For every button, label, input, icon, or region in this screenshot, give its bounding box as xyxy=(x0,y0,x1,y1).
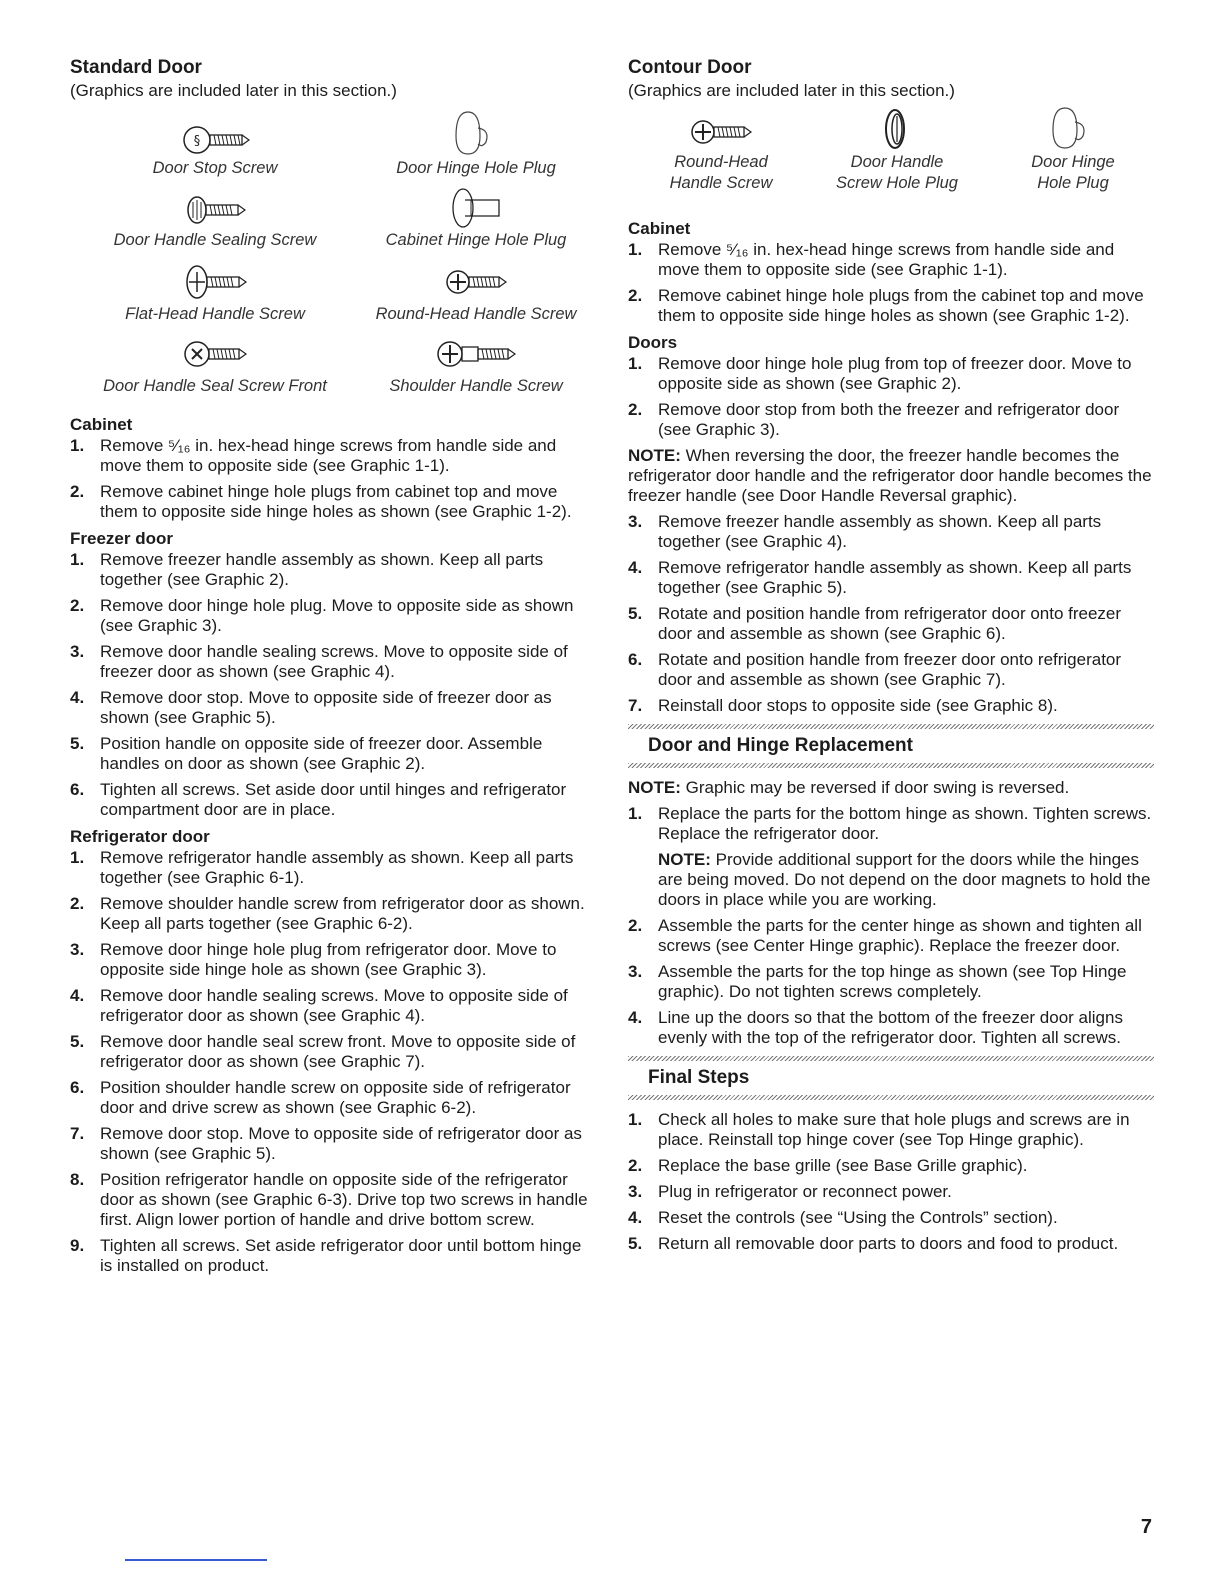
doors-steps-b xyxy=(628,512,1154,716)
cabinet-steps xyxy=(70,436,592,522)
step-number: 8. xyxy=(70,1170,85,1189)
left-column xyxy=(70,56,592,1282)
part-label: Door Stop Screw xyxy=(152,159,278,177)
part-label: Round-Head Handle Screw xyxy=(375,305,577,323)
list-item xyxy=(628,650,1154,690)
step-text: Tighten all screws. Set aside door until hinges and refrigerator compartment door are in place. xyxy=(100,780,567,819)
refrigerator-door-steps xyxy=(70,848,592,1276)
step-number: 1. xyxy=(628,354,643,373)
list-item xyxy=(628,962,1154,1002)
note-label: NOTE: xyxy=(628,778,681,797)
list-item xyxy=(628,804,1154,910)
step-text: Remove door handle seal screw front. Move to opposite side of refrigerator door as shown (see Graphic 7). xyxy=(100,1032,576,1071)
step-number: 6. xyxy=(70,1078,85,1097)
list-item xyxy=(70,1032,592,1072)
step-text: Remove door hinge hole plug from top of freezer door. Move to opposite side as shown (see Graphic 2). xyxy=(658,354,1132,393)
step-text: Remove ⁵⁄₁₆ in. hex-head hinge screws from handle side and move them to opposite side (see Graphic 1-1). xyxy=(658,240,1115,279)
list-item xyxy=(70,1170,592,1230)
step-text: Assemble the parts for the center hinge as shown and tighten all screws (see Center Hinge graphic). Replace the freezer door. xyxy=(658,916,1142,955)
step-text: Reinstall door stops to opposite side (see Graphic 8). xyxy=(658,696,1058,715)
list-item xyxy=(70,550,592,590)
flat-head-screw-icon xyxy=(175,260,255,304)
final-steps xyxy=(628,1110,1154,1254)
hinge-steps xyxy=(628,804,1154,1048)
step-number: 3. xyxy=(70,940,85,959)
note-label: NOTE: xyxy=(628,446,681,465)
step-number: 2. xyxy=(70,894,85,913)
part-label: Door Handle Seal Screw Front xyxy=(103,377,327,395)
cabinet-steps xyxy=(628,240,1154,326)
note-label: NOTE: xyxy=(658,850,711,869)
list-item xyxy=(70,940,592,980)
step-number: 4. xyxy=(628,558,643,577)
list-item xyxy=(70,848,592,888)
step-text: Position handle on opposite side of freezer door. Assemble handles on door as shown (see Graphic 2). xyxy=(100,734,543,773)
step-number: 1. xyxy=(628,240,643,259)
step-text: Remove door handle sealing screws. Move to opposite side of freezer door as shown (see Graphic 4). xyxy=(100,642,568,681)
step-number: 7. xyxy=(70,1124,85,1143)
part-label: Shoulder Handle Screw xyxy=(389,377,563,395)
step-text: Remove door stop. Move to opposite side of refrigerator door as shown (see Graphic 5). xyxy=(100,1124,582,1163)
part-label-line2: Hole Plug xyxy=(1037,174,1109,192)
doors-note xyxy=(628,446,1154,506)
door-hinge-replacement-heading: Door and Hinge Replacement xyxy=(648,735,913,756)
list-item xyxy=(70,596,592,636)
step-number: 3. xyxy=(628,962,643,981)
standard-door-subtitle: (Graphics are included later in this section.) xyxy=(70,81,397,100)
step-number: 4. xyxy=(628,1208,643,1227)
note-text: When reversing the door, the freezer handle becomes the refrigerator door handle and the refrigerator door handle becomes the freezer handle (see Door Handle Reversal graphic). xyxy=(628,446,1152,505)
svg-text:§: § xyxy=(193,134,201,149)
list-item xyxy=(628,916,1154,956)
step-text: Remove ⁵⁄₁₆ in. hex-head hinge screws from handle side and move them to opposite side (see Graphic 1-1). xyxy=(100,436,557,475)
part-door-handle-sealing-screw xyxy=(70,190,360,251)
step-text: Position shoulder handle screw on opposite side of refrigerator door and drive screw as shown (see Graphic 6-2). xyxy=(100,1078,571,1117)
step-text: Line up the doors so that the bottom of the freezer door aligns evenly with the top of the refrigerator door. Tighten all screws. xyxy=(658,1008,1123,1047)
list-item xyxy=(628,1156,1154,1176)
note-text: Provide additional support for the doors while the hinges are being moved. Do not depend on the door magnets to hold the doors in place while you are working. xyxy=(658,850,1151,909)
step-number: 9. xyxy=(70,1236,85,1255)
part-flat-head-handle-screw xyxy=(70,260,360,325)
step-text: Reset the controls (see “Using the Controls” section). xyxy=(658,1208,1058,1227)
hinge-hole-plug-icon xyxy=(446,108,506,158)
step-text: Check all holes to make sure that hole plugs and screws are in place. Reinstall top hinge cover (see Top Hinge graphic). xyxy=(658,1110,1130,1149)
handle-hole-plug-icon xyxy=(872,106,922,152)
step-number: 3. xyxy=(628,512,643,531)
section-divider xyxy=(628,1095,1154,1100)
step-number: 2. xyxy=(628,400,643,419)
list-item xyxy=(628,286,1154,326)
step-number: 2. xyxy=(628,916,643,935)
step-number: 4. xyxy=(70,986,85,1005)
part-round-head-handle-screw xyxy=(360,260,592,325)
freezer-door-steps xyxy=(70,550,592,820)
step-text: Remove door hinge hole plug from refrigerator door. Move to opposite side hinge hole as shown (see Graphic 3). xyxy=(100,940,557,979)
step-note xyxy=(658,850,1154,910)
step-text: Remove door handle sealing screws. Move to opposite side of refrigerator door as shown (see Graphic 4). xyxy=(100,986,568,1025)
standard-door-title: Standard Door xyxy=(70,57,202,78)
part-door-hinge-hole-plug xyxy=(988,104,1158,194)
step-number: 1. xyxy=(70,550,85,569)
step-text: Replace the base grille (see Base Grille graphic). xyxy=(658,1156,1028,1175)
step-text: Rotate and position handle from refrigerator door onto freezer door and assemble as shown (see Graphic 6). xyxy=(658,604,1122,643)
step-number: 1. xyxy=(628,804,643,823)
cabinet-heading: Cabinet xyxy=(70,415,133,434)
step-text: Assemble the parts for the top hinge as shown (see Top Hinge graphic). Do not tighten screws completely. xyxy=(658,962,1127,1001)
step-number: 2. xyxy=(628,1156,643,1175)
step-number: 5. xyxy=(628,604,643,623)
step-text: Position refrigerator handle on opposite side of the refrigerator door as shown (see Graphic 6-3). Drive top two screws in handle first. Align lower portion of handle and drive bottom screw. xyxy=(100,1170,588,1229)
list-item xyxy=(628,1234,1154,1254)
list-item xyxy=(70,436,592,476)
sealing-screw-icon xyxy=(175,190,255,230)
door-stop-screw-icon xyxy=(175,118,255,158)
step-text: Remove cabinet hinge hole plugs from the cabinet top and move them to opposite side hinge holes as shown (see Graphic 1-2). xyxy=(658,286,1144,325)
seal-screw-front-icon xyxy=(175,332,255,376)
step-text: Remove door hinge hole plug. Move to opposite side as shown (see Graphic 3). xyxy=(100,596,574,635)
list-item xyxy=(70,642,592,682)
list-item xyxy=(70,1124,592,1164)
step-text: Remove cabinet hinge hole plugs from cabinet top and move them to opposite side hinge holes as shown (see Graphic 1-2). xyxy=(100,482,572,521)
step-text: Rotate and position handle from freezer door onto refrigerator door and assemble as shown (see Graphic 7). xyxy=(658,650,1122,689)
step-number: 5. xyxy=(628,1234,643,1253)
step-number: 5. xyxy=(70,1032,85,1051)
round-head-screw-icon xyxy=(681,110,761,152)
part-door-handle-seal-screw-front xyxy=(70,332,360,397)
step-number: 3. xyxy=(70,642,85,661)
step-number: 7. xyxy=(628,696,643,715)
round-head-screw-icon xyxy=(436,260,516,304)
contour-door-subtitle: (Graphics are included later in this section.) xyxy=(628,81,955,100)
part-door-stop-screw xyxy=(70,118,360,179)
step-text: Remove refrigerator handle assembly as shown. Keep all parts together (see Graphic 6-1). xyxy=(100,848,574,887)
step-number: 2. xyxy=(628,286,643,305)
cabinet-plug-icon xyxy=(441,186,511,230)
part-label: Door Hinge Hole Plug xyxy=(396,159,556,177)
step-text: Remove door stop from both the freezer and refrigerator door (see Graphic 3). xyxy=(658,400,1120,439)
note-text: Graphic may be reversed if door swing is reversed. xyxy=(680,778,1070,797)
footer-line xyxy=(125,1559,267,1561)
step-text: Return all removable door parts to doors and food to product. xyxy=(658,1234,1119,1253)
step-text: Remove freezer handle assembly as shown. Keep all parts together (see Graphic 4). xyxy=(658,512,1102,551)
list-item xyxy=(70,986,592,1026)
list-item xyxy=(628,354,1154,394)
list-item xyxy=(628,696,1154,716)
step-text: Plug in refrigerator or reconnect power. xyxy=(658,1182,952,1201)
step-number: 2. xyxy=(70,596,85,615)
list-item xyxy=(70,482,592,522)
list-item xyxy=(70,734,592,774)
list-item xyxy=(70,894,592,934)
step-number: 1. xyxy=(628,1110,643,1129)
part-label-line1: Door Hinge xyxy=(1031,153,1115,171)
step-number: 1. xyxy=(70,436,85,455)
list-item xyxy=(70,1236,592,1276)
part-door-hinge-hole-plug xyxy=(360,108,592,179)
step-text: Tighten all screws. Set aside refrigerator door until bottom hinge is installed on product. xyxy=(100,1236,582,1275)
right-column xyxy=(628,56,1154,1260)
cabinet-heading: Cabinet xyxy=(628,219,691,238)
list-item xyxy=(70,1078,592,1118)
part-round-head-handle-screw xyxy=(628,110,814,194)
step-text: Remove freezer handle assembly as shown. Keep all parts together (see Graphic 2). xyxy=(100,550,544,589)
hinge-note xyxy=(628,778,1154,798)
list-item xyxy=(628,1008,1154,1048)
step-text: Remove door stop. Move to opposite side of freezer door as shown (see Graphic 5). xyxy=(100,688,552,727)
part-label-line1: Door Handle xyxy=(850,153,944,171)
list-item xyxy=(628,240,1154,280)
step-number: 4. xyxy=(628,1008,643,1027)
step-number: 3. xyxy=(628,1182,643,1201)
doors-steps-a xyxy=(628,354,1154,440)
step-number: 4. xyxy=(70,688,85,707)
part-label: Cabinet Hinge Hole Plug xyxy=(385,231,567,249)
list-item xyxy=(628,558,1154,598)
step-text: Remove shoulder handle screw from refrigerator door as shown. Keep all parts together (see Graphic 6-2). xyxy=(100,894,585,933)
list-item xyxy=(628,1110,1154,1150)
list-item xyxy=(70,688,592,728)
list-item xyxy=(628,1182,1154,1202)
shoulder-screw-icon xyxy=(428,332,524,376)
part-label-line2: Screw Hole Plug xyxy=(836,174,958,192)
list-item xyxy=(628,604,1154,644)
section-divider xyxy=(628,763,1154,768)
part-label-line1: Round-Head xyxy=(674,153,768,171)
step-number: 5. xyxy=(70,734,85,753)
list-item xyxy=(628,400,1154,440)
doors-heading: Doors xyxy=(628,333,678,352)
part-label-line2: Handle Screw xyxy=(669,174,773,192)
page-number: 7 xyxy=(1140,1516,1152,1538)
step-number: 6. xyxy=(628,650,643,669)
step-number: 6. xyxy=(70,780,85,799)
hinge-hole-plug-icon xyxy=(1043,104,1103,152)
part-cabinet-hinge-hole-plug xyxy=(360,186,592,251)
step-number: 1. xyxy=(70,848,85,867)
step-text: Remove refrigerator handle assembly as shown. Keep all parts together (see Graphic 5). xyxy=(658,558,1132,597)
part-door-handle-screw-hole-plug xyxy=(804,106,990,194)
part-label: Door Handle Sealing Screw xyxy=(113,231,317,249)
list-item xyxy=(628,512,1154,552)
part-label: Flat-Head Handle Screw xyxy=(125,305,305,323)
final-steps-heading: Final Steps xyxy=(648,1067,750,1088)
step-text: Replace the parts for the bottom hinge as shown. Tighten screws. Replace the refrigerator door. xyxy=(658,804,1152,843)
list-item xyxy=(628,1208,1154,1228)
part-shoulder-handle-screw xyxy=(360,332,592,397)
step-number: 2. xyxy=(70,482,85,501)
contour-door-title: Contour Door xyxy=(628,57,752,78)
standard-door-parts xyxy=(70,102,592,408)
freezer-door-heading: Freezer door xyxy=(70,529,173,548)
list-item xyxy=(70,780,592,820)
refrigerator-door-heading: Refrigerator door xyxy=(70,827,210,846)
contour-door-parts xyxy=(628,102,1154,218)
